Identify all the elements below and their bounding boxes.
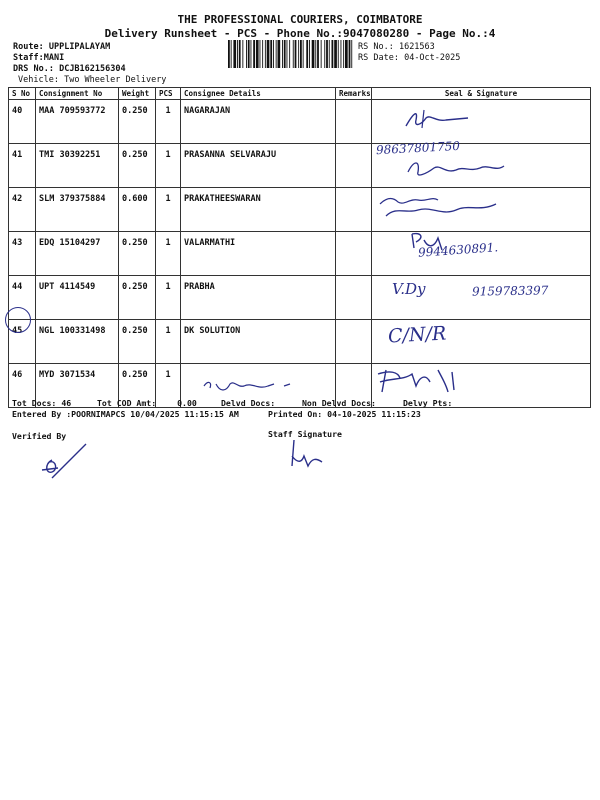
cell-sno: 40 — [9, 100, 36, 144]
drs-line — [13, 64, 126, 74]
cell-remarks — [336, 320, 372, 364]
tot-cod-label: Tot COD Amt: — [97, 398, 157, 408]
printed-on-line — [268, 409, 421, 419]
drs-label: DRS No.: — [13, 64, 54, 74]
handwritten-circle-mark — [5, 307, 31, 333]
cell-pcs: 1 — [156, 276, 181, 320]
printed-on-value: 04-10-2025 11:15:23 — [327, 409, 421, 419]
col-consignment: Consignment No — [36, 88, 119, 100]
rs-no-value: 1621563 — [398, 42, 435, 52]
cell-consignee: PRASANNA SELVARAJU — [181, 144, 336, 188]
runsheet-subtitle: Delivery Runsheet - PCS - Phone No.:9047080280 - Page No.:4 — [104, 27, 496, 40]
cell-consignment: TMI 30392251 — [36, 144, 119, 188]
vehicle-label: Vehicle: — [18, 75, 59, 85]
staff-signature-label: Staff Signature — [268, 429, 342, 439]
table-row — [9, 144, 591, 188]
staff-line — [13, 53, 64, 63]
rs-date-label: RS Date: — [358, 53, 399, 63]
cell-consignment: EDQ 15104297 — [36, 232, 119, 276]
cell-pcs: 1 — [156, 144, 181, 188]
vehicle-line — [18, 75, 166, 85]
cell-consignee: PRAKATHEESWARAN — [181, 188, 336, 232]
cell-consignment: MYD 3071534 — [36, 364, 119, 408]
rs-no-line — [358, 42, 435, 52]
handwritten-code-row45: C/N/R — [387, 322, 447, 348]
printed-on-label: Printed On: — [268, 409, 323, 419]
cell-remarks — [336, 188, 372, 232]
cell-pcs: 1 — [156, 100, 181, 144]
delvd-docs-label: Delvd Docs: — [221, 398, 276, 408]
tot-cod-line — [97, 398, 197, 408]
non-delvd-docs-label: Non Delvd Docs: — [302, 398, 376, 408]
col-consignee: Consignee Details — [181, 88, 336, 100]
entered-by-line — [12, 409, 239, 419]
handwritten-phone-row43: 9944630891. — [417, 240, 499, 260]
cell-remarks — [336, 100, 372, 144]
route-label: Route: — [13, 42, 44, 52]
cell-consignee: NAGARAJAN — [181, 100, 336, 144]
staff-signature-mark — [286, 436, 326, 472]
table-row — [9, 232, 591, 276]
cell-consignment: UPT 4114549 — [36, 276, 119, 320]
entered-by-label: Entered By : — [12, 409, 72, 419]
verified-by-signature — [38, 440, 90, 480]
handwritten-name-row44: V.Dy — [392, 280, 426, 298]
cell-pcs: 1 — [156, 320, 181, 364]
handwritten-phone-row41: 98637801750 — [375, 138, 461, 158]
cell-remarks — [336, 232, 372, 276]
route-value: UPPLIPALAYAM — [48, 42, 111, 52]
cell-consignee: DK SOLUTION — [181, 320, 336, 364]
rs-date-value: 04-Oct-2025 — [404, 53, 461, 63]
table-row — [9, 188, 591, 232]
table-header-row — [9, 88, 591, 100]
cell-weight: 0.600 — [119, 188, 156, 232]
tot-cod-value: 0.00 — [177, 398, 197, 408]
cell-signature — [372, 188, 591, 232]
cell-pcs: 1 — [156, 232, 181, 276]
cell-weight: 0.250 — [119, 364, 156, 408]
delvy-pts-label: Delvy Pts: — [403, 398, 453, 408]
col-weight: Weight — [119, 88, 156, 100]
rs-no-label: RS No.: — [358, 42, 394, 52]
table-row — [9, 100, 591, 144]
entered-by-value: POORNIMAPCS 10/04/2025 11:15:15 AM — [71, 409, 239, 419]
vehicle-value: Two Wheeler Delivery — [64, 75, 167, 85]
cell-sno: 44 — [9, 276, 36, 320]
cell-weight: 0.250 — [119, 320, 156, 364]
cell-sno: 42 — [9, 188, 36, 232]
cell-pcs: 1 — [156, 364, 181, 408]
verified-by-label: Verified By — [12, 431, 67, 441]
cell-consignment: SLM 379375884 — [36, 188, 119, 232]
totals-line — [12, 398, 71, 408]
cell-weight: 0.250 — [119, 144, 156, 188]
cell-remarks — [336, 276, 372, 320]
tot-docs-label: Tot Docs: — [12, 398, 57, 408]
route-line — [13, 42, 110, 52]
runsheet-table — [8, 87, 591, 408]
col-seal-signature: Seal & Signature — [372, 88, 591, 100]
drs-value: DCJB162156304 — [59, 64, 126, 74]
tot-docs-value: 46 — [61, 398, 72, 408]
cell-pcs: 1 — [156, 188, 181, 232]
col-sno: S No — [9, 88, 36, 100]
cell-signature — [372, 100, 591, 144]
cell-sno: 41 — [9, 144, 36, 188]
cell-weight: 0.250 — [119, 100, 156, 144]
table-row — [9, 364, 591, 408]
cell-sno: 46 — [9, 364, 36, 408]
company-title: THE PROFESSIONAL COURIERS, COIMBATORE — [177, 13, 423, 26]
cell-consignee: VALARMATHI — [181, 232, 336, 276]
col-pcs: PCS — [156, 88, 181, 100]
cell-weight: 0.250 — [119, 276, 156, 320]
cell-consignment: NGL 100331498 — [36, 320, 119, 364]
non-delvd-docs-line — [302, 398, 376, 408]
cell-weight: 0.250 — [119, 232, 156, 276]
cell-remarks — [336, 144, 372, 188]
delvd-docs-line — [221, 398, 275, 408]
col-remarks: Remarks — [336, 88, 372, 100]
handwritten-phone-row44: 9159783397 — [471, 283, 549, 299]
barcode — [228, 40, 354, 68]
cell-sno: 43 — [9, 232, 36, 276]
cell-consignment: MAA 709593772 — [36, 100, 119, 144]
rs-date-line — [358, 53, 460, 63]
delvy-pts-line — [403, 398, 452, 408]
staff-label: Staff: — [13, 53, 44, 63]
cell-consignee: PRABHA — [181, 276, 336, 320]
staff-value: MANI — [43, 53, 65, 63]
table-row — [9, 320, 591, 364]
cell-sno: 45 — [9, 320, 36, 364]
